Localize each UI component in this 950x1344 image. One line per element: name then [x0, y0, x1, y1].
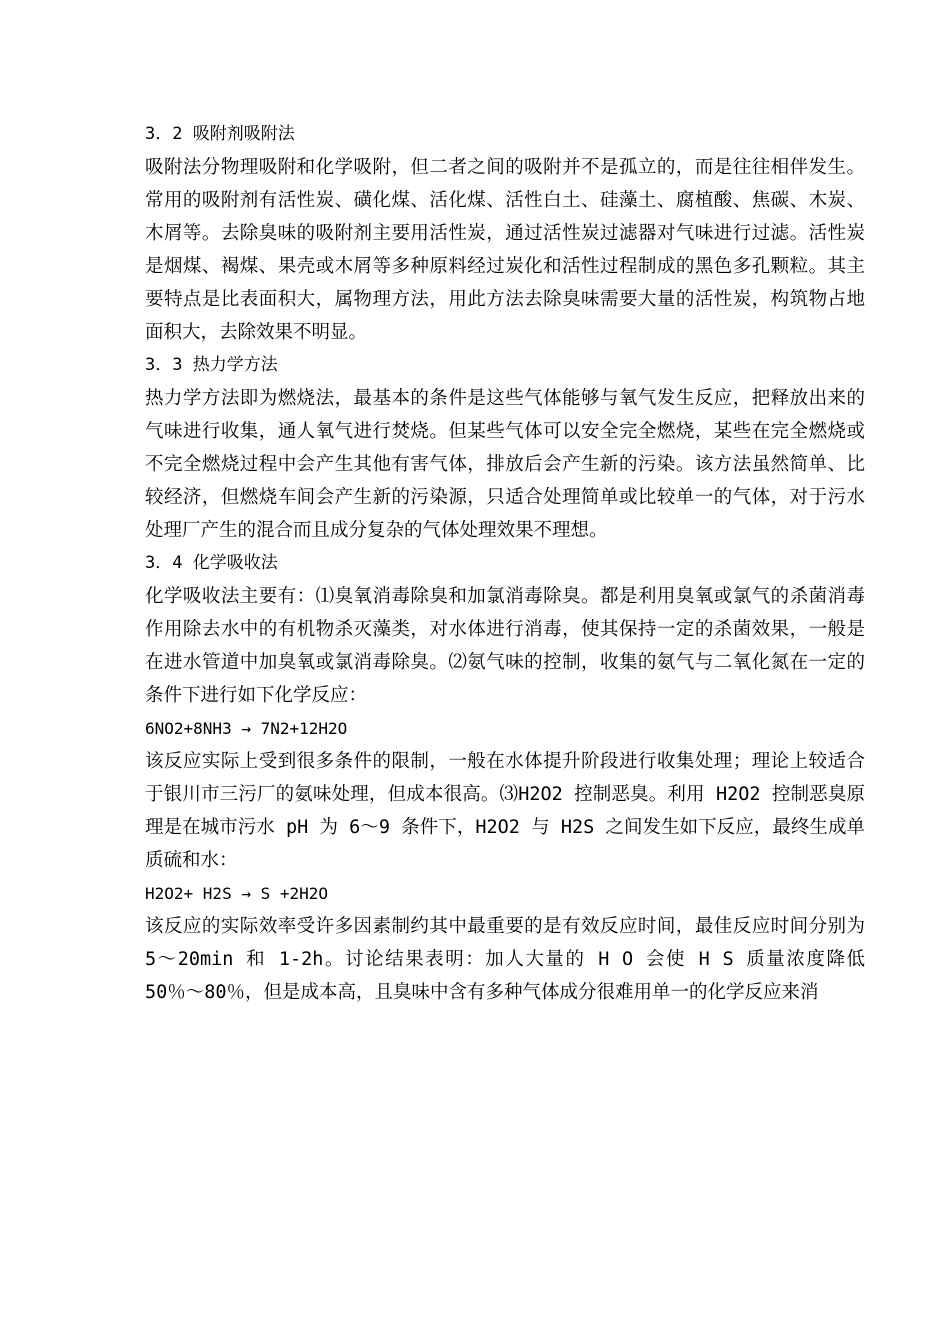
section-heading-3-4: 3．4 化学吸收法: [145, 553, 278, 573]
paragraph-chemical-absorption-3: 该反应的实际效率受许多因素制约其中最重要的是有效反应时间，最佳反应时间分别为 5～20min 和 1-2h。讨论结果表明：加人大量的 H O 会使 H S 质量浓度降低 50％～80％，但是成本高，且臭味中含有多种气体成分很难用单一的化学反应来消: [145, 916, 865, 1003]
section-heading-3-2: 3．2 吸附剂吸附法: [145, 124, 295, 144]
paragraph-chemical-absorption-1: 化学吸收法主要有：⑴臭氧消毒除臭和加氯消毒除臭。都是利用臭氧或氯气的杀菌消毒作用除去水中的有机物杀灭藻类，对水体进行消毒，使其保持一定的杀菌效果，一般是在进水管道中加臭氧或氯消毒除臭。⑵氨气味的控制，收集的氨气与二氧化氮在一定的条件下进行如下化学反应：: [145, 586, 865, 706]
chemical-equation-ammonia: 6NO2+8NH3 → 7N2+12H2O: [145, 719, 348, 738]
chemical-equation-h2o2: H2O2+ H2S → S +2H2O: [145, 884, 329, 903]
paragraph-adsorption: 吸附法分物理吸附和化学吸附，但二者之间的吸附并不是孤立的，而是往往相伴发生。常用的吸附剂有活性炭、磺化煤、活化煤、活性白土、硅藻土、腐植酸、焦碳、木炭、木屑等。去除臭味的吸附剂主要用活性炭，通过活性炭过滤器对气味进行过滤。活性炭是烟煤、褐煤、果壳或木屑等多种原料经过炭化和活性过程制成的黑色多孔颗粒。其主要特点是比表面积大，属物理方法，用此方法去除臭味需要大量的活性炭，构筑物占地面积大，去除效果不明显。: [145, 157, 865, 343]
paragraph-thermodynamic: 热力学方法即为燃烧法，最基本的条件是这些气体能够与氧气发生反应，把释放出来的气味进行收集，通人氧气进行焚烧。但某些气体可以安全完全燃烧，某些在完全燃烧或不完全燃烧过程中会产生其他有害气体，排放后会产生新的污染。该方法虽然简单、比较经济，但燃烧车间会产生新的污染源，只适合处理简单或比较单一的气体，对于污水处理厂产生的混合而且成分复杂的气体处理效果不理想。: [145, 388, 865, 541]
section-heading-3-3: 3．3 热力学方法: [145, 355, 278, 375]
document-body: [145, 118, 865, 1009]
paragraph-chemical-absorption-2: 该反应实际上受到很多条件的限制，一般在水体提升阶段进行收集处理；理论上较适合于银川市三污厂的氨味处理，但成本很高。⑶H2O2 控制恶臭。利用 H2O2 控制恶臭原理是在城市污水 pH 为 6～9 条件下，H2O2 与 H2S 之间发生如下反应，最终生成单质硫和水：: [145, 751, 865, 871]
